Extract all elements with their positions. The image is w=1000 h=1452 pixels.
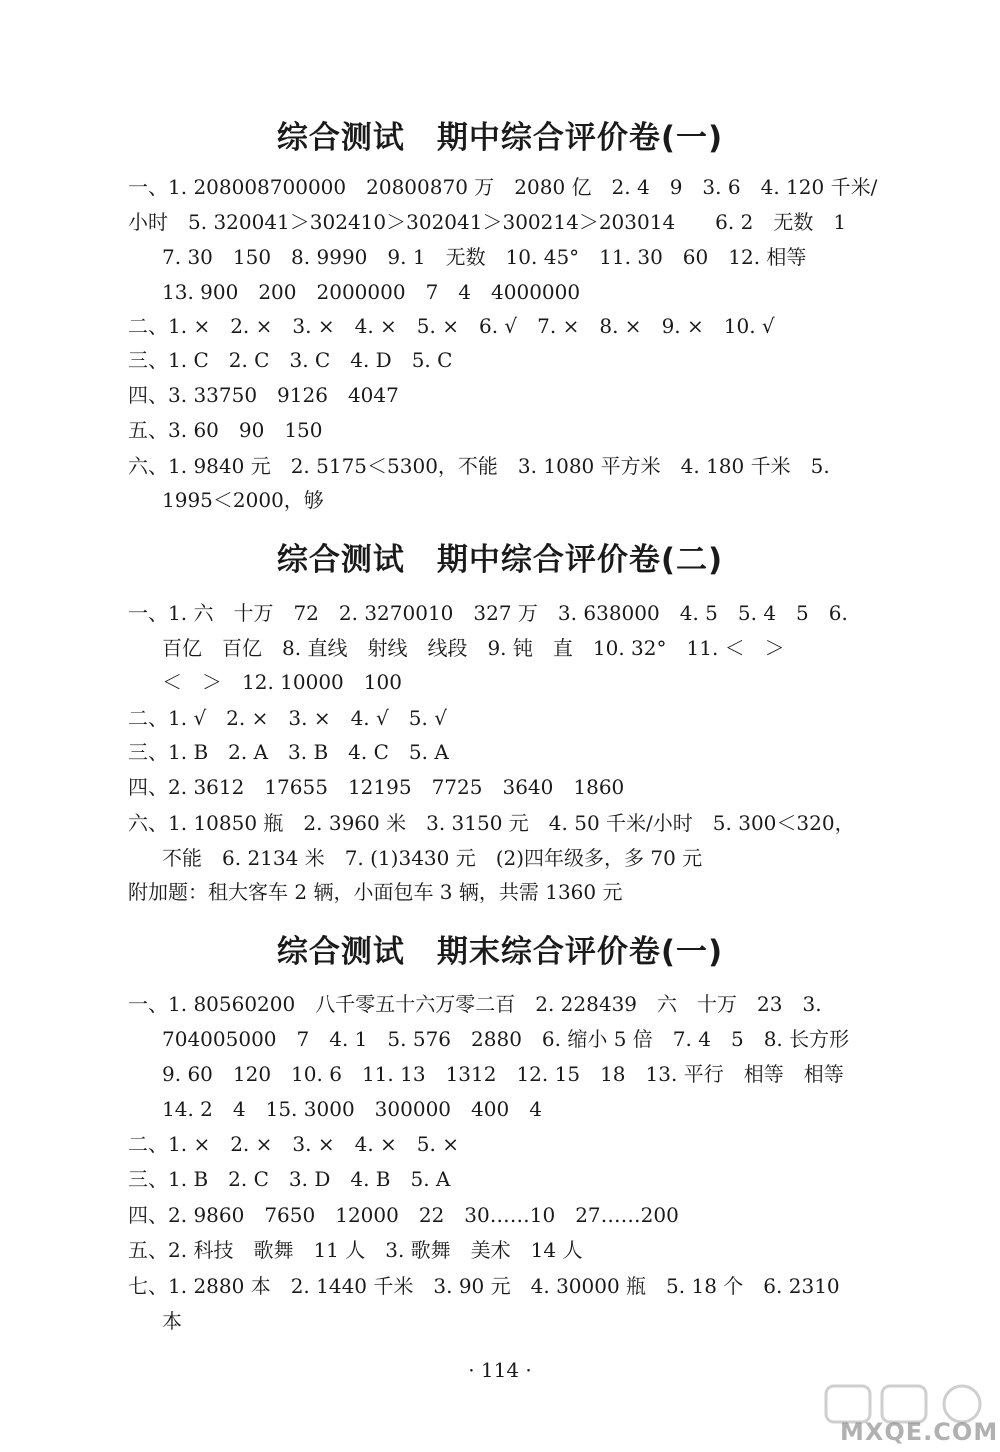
section-title-3: 综合测试 期末综合评价卷(一)	[276, 934, 724, 970]
answer-line: 二、1. × 2. × 3. × 4. × 5. × 6. √ 7. × 8. × 9. × 10. √	[128, 314, 775, 338]
answer-line: 小时 5. 320041＞302410＞302041＞300214＞203014 6. 2 无数 1	[128, 210, 847, 234]
answer-line: 二、1. √ 2. × 3. × 4. √ 5. √	[128, 706, 447, 730]
answer-line: 四、2. 3612 17655 12195 7725 3640 1860	[128, 775, 625, 799]
answer-line: 本	[162, 1309, 182, 1333]
watermark-text: MXQE.COM	[840, 1418, 999, 1446]
answer-line: 四、3. 33750 9126 4047	[128, 383, 399, 407]
answer-line: ＜ ＞ 12. 10000 100	[162, 670, 402, 694]
answer-line: 三、1. C 2. C 3. C 4. D 5. C	[128, 348, 453, 372]
answer-line: 七、1. 2880 本 2. 1440 千米 3. 90 元 4. 30000 瓶 5. 18 个 6. 2310	[128, 1274, 840, 1298]
answer-line: 9. 60 120 10. 6 11. 13 1312 12. 15 18 13. 平行 相等 相等	[162, 1062, 844, 1086]
answer-line: 附加题：租大客车 2 辆，小面包车 3 辆，共需 1360 元	[128, 880, 623, 904]
answer-line: 一、1. 208008700000 20800870 万 2080 亿 2. 4 9 3. 6 4. 120 千米/	[128, 175, 878, 199]
answer-line: 五、2. 科技 歌舞 11 人 3. 歌舞 美术 14 人	[128, 1238, 583, 1262]
answer-line: 五、3. 60 90 150	[128, 418, 323, 442]
answer-line: 二、1. × 2. × 3. × 4. × 5. ×	[128, 1132, 459, 1156]
answer-line: 14. 2 4 15. 3000 300000 400 4	[162, 1097, 542, 1121]
answer-line: 13. 900 200 2000000 7 4 4000000	[162, 280, 581, 304]
answer-line: 三、1. B 2. A 3. B 4. C 5. A	[128, 740, 449, 764]
answer-line: 不能 6. 2134 米 7. (1)3430 元 (2)四年级多，多 70 元	[162, 846, 703, 870]
answer-line: 一、1. 80560200 八千零五十六万零二百 2. 228439 六 十万 23 3.	[128, 992, 822, 1016]
answer-line: 四、2. 9860 7650 12000 22 30……10 27……200	[128, 1203, 679, 1227]
answer-line: 704005000 7 4. 1 5. 576 2880 6. 缩小 5 倍 7. 4 5 8. 长方形	[162, 1027, 850, 1051]
answer-line: 三、1. B 2. C 3. D 4. B 5. A	[128, 1167, 451, 1191]
page-number: · 114 ·	[468, 1358, 532, 1382]
answer-line: 百亿 百亿 8. 直线 射线 线段 9. 钝 直 10. 32° 11. ＜ ＞	[162, 636, 785, 660]
section-title-2: 综合测试 期中综合评价卷(二)	[276, 542, 724, 578]
answer-line: 7. 30 150 8. 9990 9. 1 无数 10. 45° 11. 30 60 12. 相等	[162, 245, 807, 269]
section-title-1: 综合测试 期中综合评价卷(一)	[276, 120, 724, 156]
answer-line: 1995＜2000，够	[162, 488, 324, 512]
answer-line: 六、1. 10850 瓶 2. 3960 米 3. 3150 元 4. 50 千米/小时 5. 300＜320，	[128, 811, 855, 835]
answer-line: 一、1. 六 十万 72 2. 3270010 327 万 3. 638000 4. 5 5. 4 5 6.	[128, 601, 848, 625]
answer-line: 六、1. 9840 元 2. 5175＜5300，不能 3. 1080 平方米 4. 180 千米 5.	[128, 454, 830, 478]
